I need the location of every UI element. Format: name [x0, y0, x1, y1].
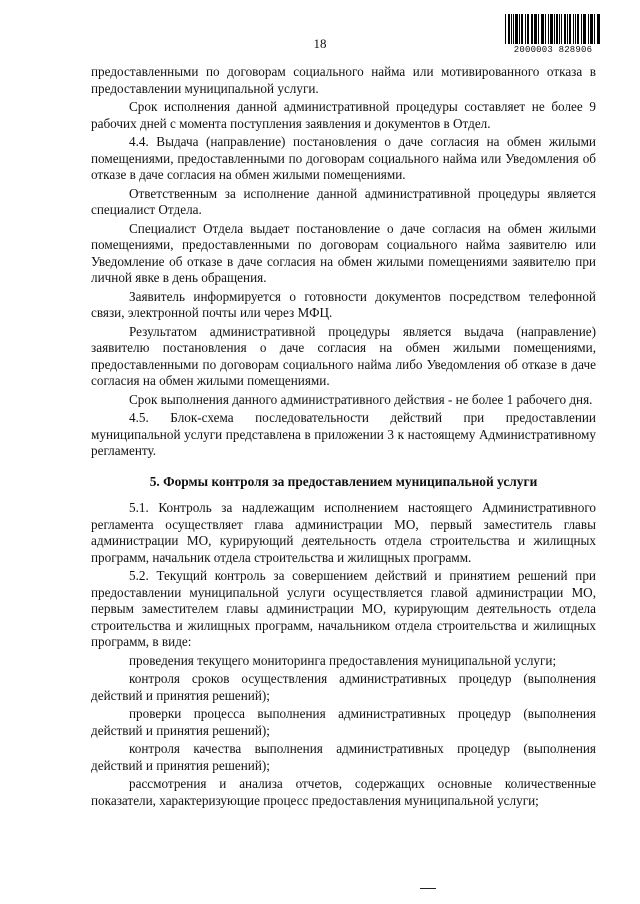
section-heading: 5. Формы контроля за предоставлением муниципальной услуги [149, 473, 538, 489]
barcode-bar [581, 14, 582, 44]
paragraph: Специалист Отдела выдает постановление о даче согласия на обмен жилыми помещениями, предоставленными по договорам социального найма заявителю или Уведомление об отказе в даче согласия на обмен жилыми помещениями заявителю при личной явке в день обращения. [91, 220, 596, 285]
barcode-bar [567, 14, 568, 44]
paragraph: предоставленными по договорам социального найма или мотивированного отказа в предоставлении муниципальной услуги. [91, 64, 596, 96]
barcode-bar [511, 14, 512, 44]
list-item: проведения текущего мониторинга предоставления муниципальной услуги; [129, 652, 557, 668]
barcode-bar [542, 14, 544, 44]
barcode-bar [513, 14, 514, 44]
barcode-bar [550, 14, 553, 44]
paragraph: Ответственным за исполнение данной административной процедуры является специалист Отдела. [91, 185, 596, 217]
barcode-bar [527, 14, 528, 44]
barcode-bar [577, 14, 579, 44]
barcode-bar [541, 14, 542, 44]
barcode-bar [597, 14, 598, 44]
list-item: проверки процесса выполнения административных процедур (выполнения действий и принятия решений); [91, 706, 596, 738]
paragraph: 5.1. Контроль за надлежащим исполнением настоящего Административного регламента осуществляет глава администрации МО, первый заместитель главы администрации МО, курирующий деятельность отдела строительства и жилищных программ, начальник отдела строительства и жилищных программ. [91, 500, 596, 565]
barcode-bar [556, 14, 558, 44]
barcode-bar [554, 14, 555, 44]
list-item: контроля качества выполнения административных процедур (выполнения действий и принятия решений); [91, 741, 596, 773]
barcode-bar [559, 14, 560, 44]
barcode-bar [590, 14, 593, 44]
barcode-bar [594, 14, 595, 44]
barcode-bar [519, 14, 520, 44]
barcode-bar [569, 14, 572, 44]
barcode-bar [538, 14, 539, 44]
paragraph: 4.5. Блок-схема последовательности действий при предоставлении муниципальной услуги представлена в приложении 3 к настоящему Административному регламенту. [91, 410, 596, 458]
page-number: 18 [313, 36, 327, 51]
barcode-bar [545, 14, 546, 44]
barcode-bar [584, 14, 586, 44]
barcode-bar [564, 14, 566, 44]
list-item: контроля сроков осуществления административных процедур (выполнения действий и принятия решений); [91, 671, 596, 703]
barcode [505, 14, 601, 58]
paragraph: Результатом административной процедуры является выдача (направление) заявителю постановления о даче согласия на обмен жилыми помещениями, предоставленными по договорам социального найма либо Уведомления об отказе в даче согласия на обмен жилыми помещениями. [91, 323, 596, 388]
barcode-bar [561, 14, 562, 44]
barcode-bar [548, 14, 549, 44]
barcode-bar [583, 14, 584, 44]
barcode-bar [531, 14, 533, 44]
barcode-bar [573, 14, 574, 44]
barcode-bar [508, 14, 510, 44]
barcode-bar [588, 14, 589, 44]
barcode-bar [598, 14, 600, 44]
document-body [91, 64, 596, 811]
barcode-bar [525, 14, 526, 44]
barcode-bar [521, 14, 523, 44]
barcode-number: 2000003 828906 [513, 45, 593, 55]
barcode-bar [534, 14, 537, 44]
barcode-bar [528, 14, 529, 44]
paragraph: Заявитель информируется о готовности документов посредством телефонной связи, электронной почты или через МФЦ. [91, 288, 596, 320]
paragraph: 5.2. Текущий контроль за совершением действий и принятием решений при предоставлении муниципальной услуги осуществляется главой администрации МО, первым заместителем главы администрации МО, курирующим деятельность отдела строительства и жилищных программ, начальником отдела строительства и жилищных программ, в виде: [91, 568, 596, 649]
list-item: рассмотрения и анализа отчетов, содержащих основные количественные показатели, характеризующие процесс предоставления муниципальной услуги; [91, 776, 596, 808]
barcode-bar [505, 14, 506, 44]
paragraph: Срок исполнения данной административной процедуры составляет не более 9 рабочих дней с момента поступления заявления и документов в Отдел. [91, 99, 596, 131]
paragraph: 4.4. Выдача (направление) постановления о даче согласия на обмен жилыми помещениями, предоставленными по договорам социального найма или Уведомления об отказе в даче согласия на обмен жилыми помещениями. [91, 134, 596, 182]
footer-mark [420, 888, 436, 889]
barcode-bar [575, 14, 576, 44]
barcode-bars [505, 14, 601, 44]
barcode-bar [515, 14, 518, 44]
paragraph: Срок выполнения данного административного действия - не более 1 рабочего дня. [129, 391, 593, 407]
